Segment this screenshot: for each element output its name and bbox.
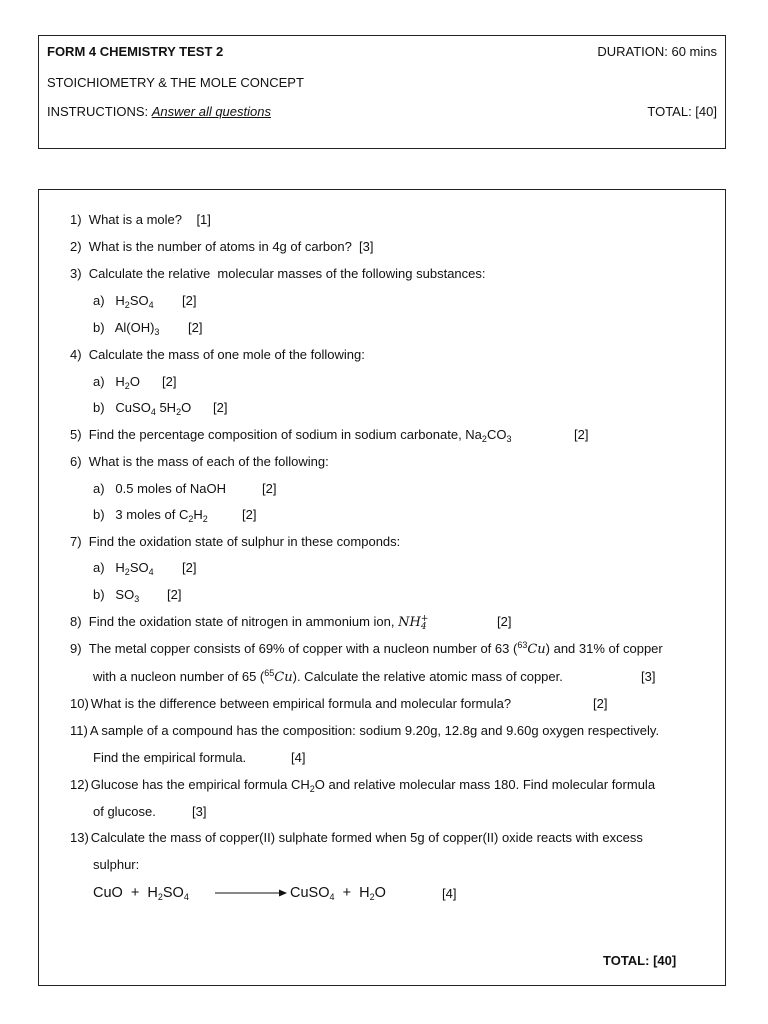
question-9 (70, 641, 663, 658)
marks: [2] (182, 293, 197, 308)
question-number: 9) (70, 641, 82, 656)
marks: [2] (497, 614, 512, 629)
formula: $H_2SO_4$ (115, 293, 154, 310)
question-11 (70, 723, 659, 739)
question-number: 1) (70, 212, 82, 227)
question-text: sulphur: (93, 857, 140, 872)
question-8 (70, 613, 512, 632)
question-text: What is the difference between empirical formula and molecular formula? (90, 696, 512, 711)
marks: [2] (262, 481, 277, 496)
question-text: Find the percentage composition of sodium in sodium carbonate, $Na_2CO_3$ (88, 427, 512, 444)
marks: [2] (574, 427, 589, 442)
question-number: 10) (70, 696, 89, 711)
sub-label: b) (93, 507, 105, 522)
question-13 (70, 830, 643, 846)
question-3b (93, 320, 203, 337)
sub-label: b) (93, 400, 105, 415)
sub-label: a) (93, 481, 105, 496)
question-text: What is the mass of each of the following: (88, 454, 329, 469)
sub-label: b) (93, 587, 105, 602)
question-6a (93, 481, 277, 497)
question-number: 11) (70, 723, 88, 738)
sub-label: a) (93, 293, 105, 308)
question-4b (93, 400, 228, 417)
test-title: FORM 4 CHEMISTRY TEST 2 (47, 44, 224, 59)
question-7 (70, 534, 400, 550)
question-text: A sample of a compound has the composition: sodium 9.20g, 12.8g and 9.60g oxygen respectively. (89, 723, 660, 738)
marks: [2] (242, 507, 257, 522)
sub-label: a) (93, 374, 105, 389)
question-text: Find the empirical formula. (93, 750, 247, 765)
question-number: 8) (70, 614, 82, 629)
instructions (47, 104, 271, 120)
instructions-text: Answer all questions (151, 104, 271, 119)
marks: [4] (291, 750, 306, 765)
question-number: 4) (70, 347, 82, 362)
formula: CuSO$_4$ $5H_2O$ (115, 400, 192, 417)
question-number: 6) (70, 454, 82, 469)
question-text: Find the oxidation state of nitrogen in ammonium ion, (88, 614, 399, 629)
question-12 (70, 777, 655, 793)
formula: $H_2SO_4$ (115, 560, 154, 577)
question-9-cont (93, 668, 656, 686)
instructions-label: INSTRUCTIONS: (47, 104, 149, 119)
question-text: The metal copper consists of 69% of copper with a nucleon number of 63 ($^{63}$Cu) and 31% of copper (88, 640, 663, 657)
question-number: 7) (70, 534, 82, 549)
question-5 (70, 427, 589, 444)
marks: [4] (442, 886, 457, 901)
question-7a (93, 560, 197, 577)
question-2 (70, 239, 374, 255)
question-12-cont (93, 804, 207, 820)
question-text: Calculate the relative molecular masses of the following substances: (88, 266, 486, 281)
question-1 (70, 212, 211, 228)
formula: 3 moles of $C_2H_2$ (115, 507, 208, 524)
question-text: with a nucleon number of 65 ($^{65}$Cu). Calculate the relative atomic mass of copper. (93, 668, 563, 685)
question-text: What is the number of atoms in 4g of carbon? [3] (88, 239, 374, 254)
header-total: TOTAL: [40] (647, 104, 717, 119)
topic: STOICHIOMETRY & THE MOLE CONCEPT (47, 75, 304, 90)
marks: [2] (593, 696, 608, 711)
formula: $H_2O$ (115, 374, 140, 391)
question-3a (93, 293, 197, 310)
question-number: 13) (70, 830, 89, 845)
question-text: Calculate the mass of one mole of the following: (88, 347, 365, 362)
sub-label: b) (93, 320, 105, 335)
question-10 (70, 696, 608, 712)
question-6b (93, 507, 257, 524)
footer-total: TOTAL: [40] (603, 953, 677, 968)
question-11-cont (93, 750, 306, 766)
marks: [2] (213, 400, 228, 415)
question-text: 0.5 moles of NaOH (115, 481, 226, 496)
marks: [2] (188, 320, 203, 335)
question-3 (70, 266, 486, 282)
formula: $SO_3$ (115, 587, 140, 604)
formula: $Al(OH)_3$ (114, 320, 160, 337)
question-4 (70, 347, 365, 363)
ammonium-ion: NH + 4 (398, 613, 429, 632)
question-4a (93, 374, 177, 391)
question-number: 3) (70, 266, 82, 281)
equation-products: CuSO$_4$ + $H_2O$ (290, 885, 386, 902)
marks: [2] (167, 587, 182, 602)
question-text: Calculate the mass of copper(II) sulphate formed when 5g of copper(II) oxide reacts with excess (90, 830, 643, 845)
question-text: Glucose has the empirical formula $CH_2O$ and relative molecular mass 180. Find molecular formula (90, 777, 656, 794)
marks: [3] (641, 669, 656, 684)
question-text: Find the oxidation state of sulphur in these componds: (88, 534, 401, 549)
reaction-arrow-icon (215, 886, 287, 900)
question-number: 5) (70, 427, 82, 442)
equation-reactants: CuO + $H_2SO_4$ (93, 885, 189, 902)
sub-label: a) (93, 560, 105, 575)
question-text: What is a mole? [1] (88, 212, 211, 227)
duration: DURATION: 60 mins (597, 44, 717, 59)
marks: [3] (192, 804, 207, 819)
question-7b (93, 587, 182, 604)
marks: [2] (182, 560, 197, 575)
question-text: of glucose. (93, 804, 156, 819)
question-number: 12) (70, 777, 89, 792)
question-6 (70, 454, 329, 470)
question-13-cont (93, 857, 139, 873)
question-number: 2) (70, 239, 82, 254)
marks: [2] (162, 374, 177, 389)
